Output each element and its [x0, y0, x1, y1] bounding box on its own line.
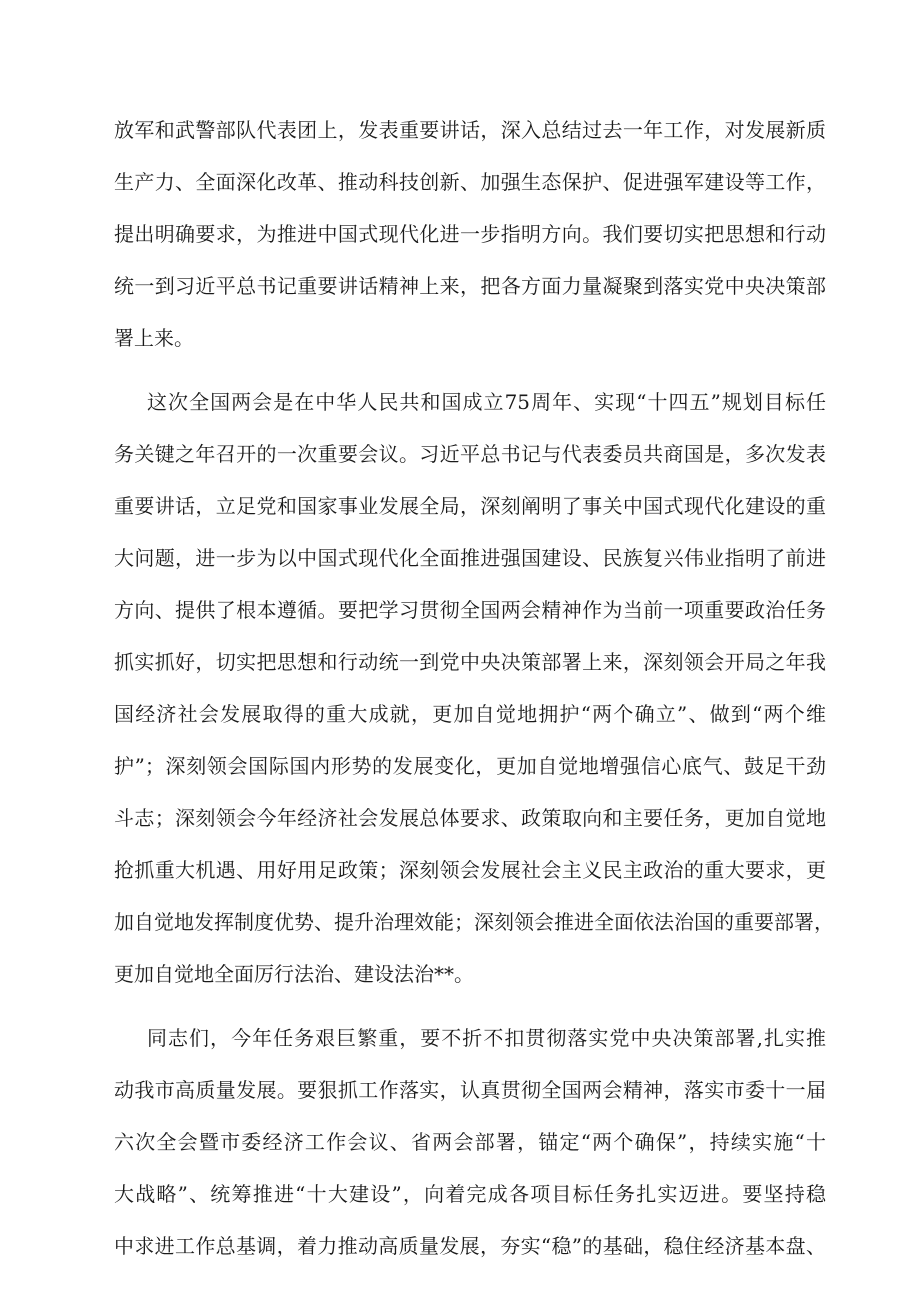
text-line: 重要讲话，立足党和国家事业发展全局，深刻阐明了事关中国式现代化建设的重 — [114, 494, 826, 518]
text-line: 更加自觉地全面厉行法治、建设法治**。 — [114, 962, 474, 986]
text-line: 护”；深刻领会国际国内形势的发展变化，更加自觉地增强信心底气、鼓足干劲 — [114, 754, 826, 778]
text-line: 提出明确要求，为推进中国式现代化进一步指明方向。我们要切实把思想和行动 — [114, 222, 826, 246]
text-line: 中求进工作总基调，着力推动高质量发展，夯实“稳”的基础，稳住经济基本盘、 — [114, 1234, 826, 1258]
text-line: 大问题，进一步为以中国式现代化全面推进强国建设、民族复兴伟业指明了前进 — [114, 546, 826, 570]
paragraph-spacer — [114, 364, 826, 376]
text-line: 这次全国两会是在中华人民共和国成立75周年、实现“十四五”规划目标任 — [147, 390, 826, 414]
text-line: 六次全会暨市委经济工作会议、省两会部署，锚定“两个确保”，持续实施“十 — [114, 1130, 826, 1154]
text-line: 加自觉地发挥制度优势、提升治理效能；深刻领会推进全面依法治国的重要部署， — [114, 910, 834, 934]
text-line: 务关键之年召开的一次重要会议。习近平总书记与代表委员共商国是，多次发表 — [114, 442, 826, 466]
paragraph — [114, 104, 826, 364]
text-line: 斗志；深刻领会今年经济社会发展总体要求、政策取向和主要任务，更加自觉地 — [114, 806, 826, 830]
paragraph-spacer — [114, 1000, 826, 1012]
document-body — [114, 104, 834, 1272]
text-line: 抓实抓好，切实把思想和行动统一到党中央决策部署上来，深刻领会开局之年我 — [114, 650, 826, 674]
text-line: 方向、提供了根本遵循。要把学习贯彻全国两会精神作为当前一项重要政治任务 — [114, 598, 826, 622]
text-line: 署上来。 — [114, 326, 194, 350]
text-line: 国经济社会发展取得的重大成就，更加自觉地拥护“两个确立”、做到“两个维 — [114, 702, 826, 726]
text-line: 同志们，今年任务艰巨繁重，要不折不扣贯彻落实党中央决策部署,扎实推 — [147, 1026, 826, 1050]
text-line: 放军和武警部队代表团上，发表重要讲话，深入总结过去一年工作，对发展新质 — [114, 118, 826, 142]
text-line: 动我市高质量发展。要狠抓工作落实，认真贯彻全国两会精神，落实市委十一届 — [114, 1078, 826, 1102]
text-line: 抢抓重大机遇、用好用足政策；深刻领会发展社会主义民主政治的重大要求，更 — [114, 858, 826, 882]
text-line: 统一到习近平总书记重要讲话精神上来，把各方面力量凝聚到落实党中央决策部 — [114, 274, 826, 298]
text-line: 生产力、全面深化改革、推动科技创新、加强生态保护、促进强军建设等工作， — [114, 170, 826, 194]
paragraph — [114, 376, 834, 1000]
paragraph — [114, 1012, 826, 1272]
text-line: 大战略”、统筹推进“十大建设”，向着完成各项目标任务扎实迈进。要坚持稳 — [114, 1182, 826, 1206]
